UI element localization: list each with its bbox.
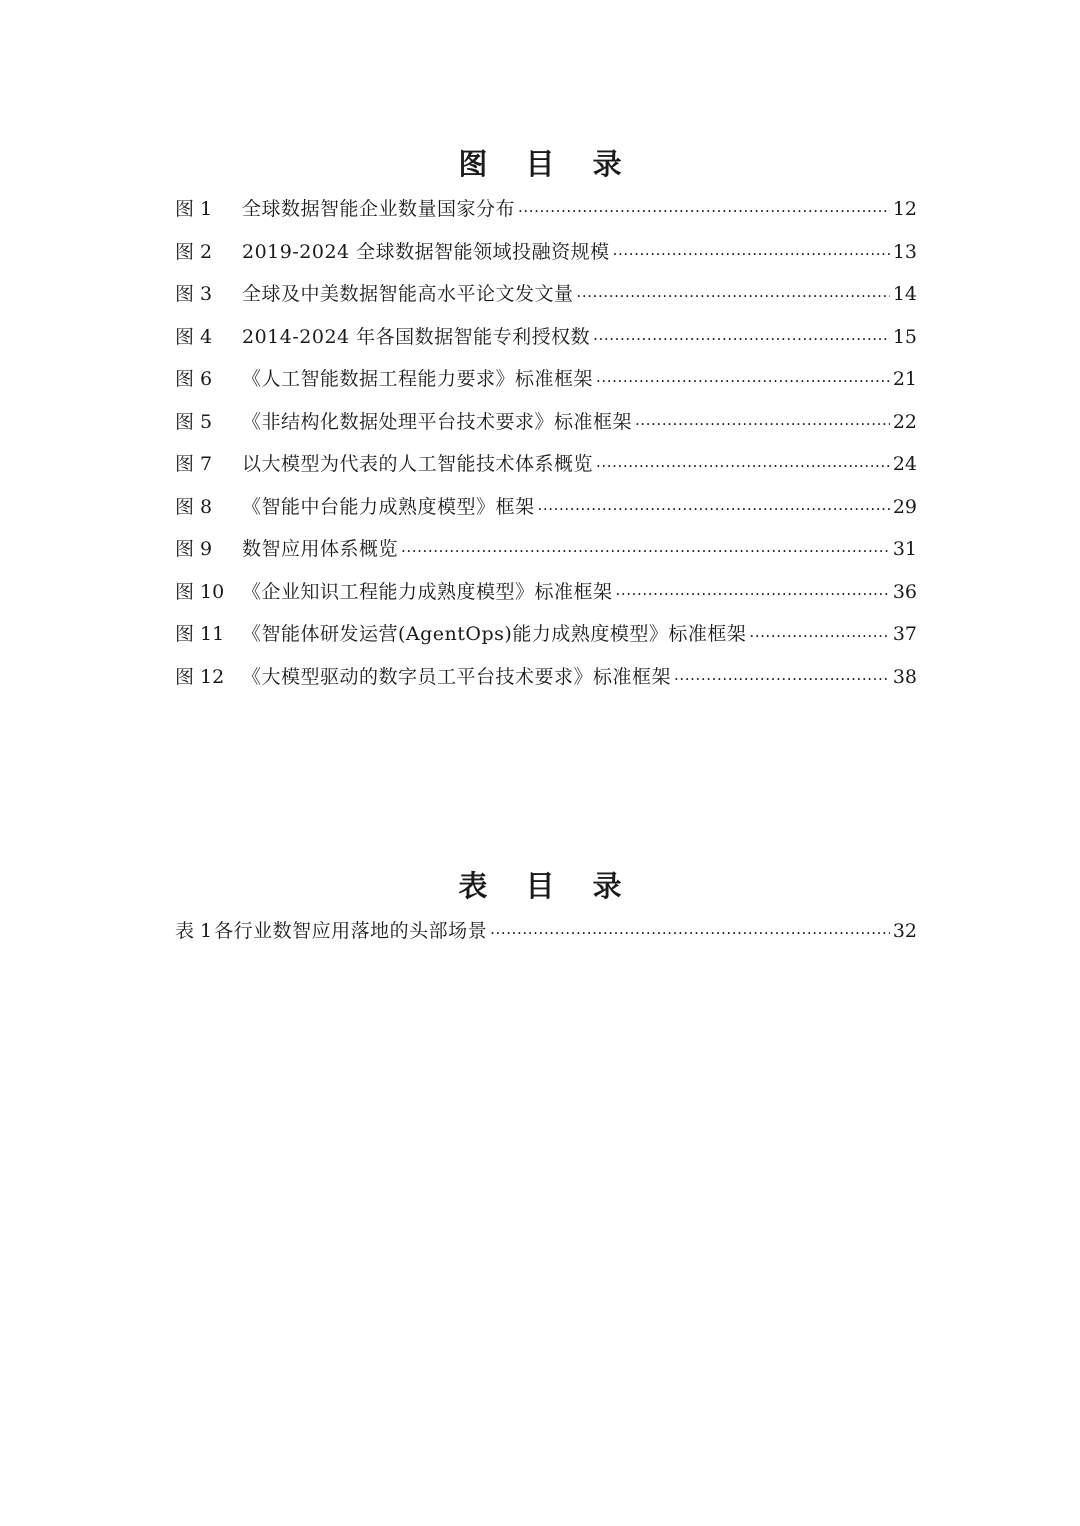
- toc-entry[interactable]: [175, 188, 917, 231]
- toc-entry-page: 13: [892, 240, 917, 263]
- toc-entry[interactable]: [175, 486, 917, 529]
- toc-entry[interactable]: [175, 358, 917, 401]
- toc-entry-number: 图 4: [175, 325, 213, 348]
- dot-leader: [577, 281, 890, 300]
- toc-entry[interactable]: [175, 656, 917, 699]
- toc-entry-title: 以大模型为代表的人工智能技术体系概览: [242, 453, 594, 475]
- toc-entry-number: 图 1: [175, 198, 213, 220]
- dot-leader: [749, 621, 889, 640]
- toc-entry-title: 数智应用体系概览: [242, 538, 399, 560]
- toc-entry-page: 36: [892, 580, 917, 603]
- toc-entry-number: 图 6: [175, 368, 213, 390]
- toc-entry[interactable]: [175, 528, 917, 571]
- toc-entry-page: 29: [892, 495, 917, 518]
- toc-entry-title: 《非结构化数据处理平台技术要求》标准框架: [242, 410, 633, 433]
- toc-entry-title: 全球数据智能企业数量国家分布: [242, 198, 516, 220]
- toc-entry-number: 图 10: [175, 580, 225, 603]
- toc-entry[interactable]: [175, 910, 917, 953]
- toc-entry-number: 图 5: [175, 410, 213, 433]
- toc-entry-title: 各行业数智应用落地的头部场景: [214, 920, 488, 942]
- dot-leader: [635, 409, 890, 428]
- toc-entry-page: 21: [892, 368, 917, 390]
- dot-leader: [596, 366, 890, 385]
- toc-entry-title: 《大模型驱动的数字员工平台技术要求》标准框架: [242, 665, 672, 688]
- toc-entry-page: 32: [892, 920, 917, 942]
- toc-entry-title: 2014-2024 年各国数据智能专利授权数: [242, 325, 591, 348]
- toc-entry[interactable]: [175, 613, 917, 656]
- toc-entry-page: 37: [892, 623, 917, 645]
- dot-leader: [596, 451, 890, 470]
- figure-toc-title: 图 目 录: [458, 147, 636, 181]
- toc-entry[interactable]: [175, 231, 917, 274]
- dot-leader: [401, 536, 890, 555]
- toc-entry-title: 《智能中台能力成熟度模型》框架: [242, 495, 535, 518]
- table-toc-title: 表 目 录: [458, 869, 636, 903]
- toc-entry-page: 22: [892, 410, 917, 433]
- toc-entry-title: 《人工智能数据工程能力要求》标准框架: [242, 368, 594, 390]
- dot-leader: [616, 579, 890, 598]
- dot-leader: [613, 239, 890, 258]
- toc-entry-number: 图 8: [175, 495, 213, 518]
- toc-entry[interactable]: [175, 401, 917, 444]
- toc-entry-number: 图 11: [175, 623, 225, 645]
- toc-entry-page: 24: [892, 453, 917, 475]
- dot-leader: [674, 664, 890, 683]
- toc-entry-title: 全球及中美数据智能高水平论文发文量: [242, 283, 574, 305]
- toc-entry-title: 2019-2024 全球数据智能领域投融资规模: [242, 240, 610, 263]
- toc-entry-page: 38: [892, 665, 917, 688]
- toc-entry[interactable]: [175, 316, 917, 359]
- table-toc-list: [175, 910, 917, 953]
- toc-entry-title: 《智能体研发运营(AgentOps)能力成熟度模型》标准框架: [242, 623, 747, 645]
- toc-entry-number: 图 2: [175, 240, 213, 263]
- toc-entry-page: 31: [892, 538, 917, 560]
- toc-entry-page: 12: [892, 198, 917, 220]
- dot-leader: [518, 196, 890, 215]
- toc-entry-number: 图 7: [175, 453, 213, 475]
- dot-leader: [490, 918, 890, 937]
- toc-entry-number: 表 1: [175, 920, 213, 942]
- toc-entry-page: 14: [892, 283, 917, 305]
- dot-leader: [538, 494, 890, 513]
- toc-entry-number: 图 9: [175, 538, 213, 560]
- toc-entry-title: 《企业知识工程能力成熟度模型》标准框架: [242, 580, 613, 603]
- toc-entry[interactable]: [175, 443, 917, 486]
- toc-entry-number: 图 3: [175, 283, 213, 305]
- figure-toc-list: [175, 188, 917, 698]
- toc-entry[interactable]: [175, 571, 917, 614]
- toc-entry[interactable]: [175, 273, 917, 316]
- toc-entry-page: 15: [892, 325, 917, 348]
- toc-entry-number: 图 12: [175, 665, 225, 688]
- dot-leader: [593, 324, 890, 343]
